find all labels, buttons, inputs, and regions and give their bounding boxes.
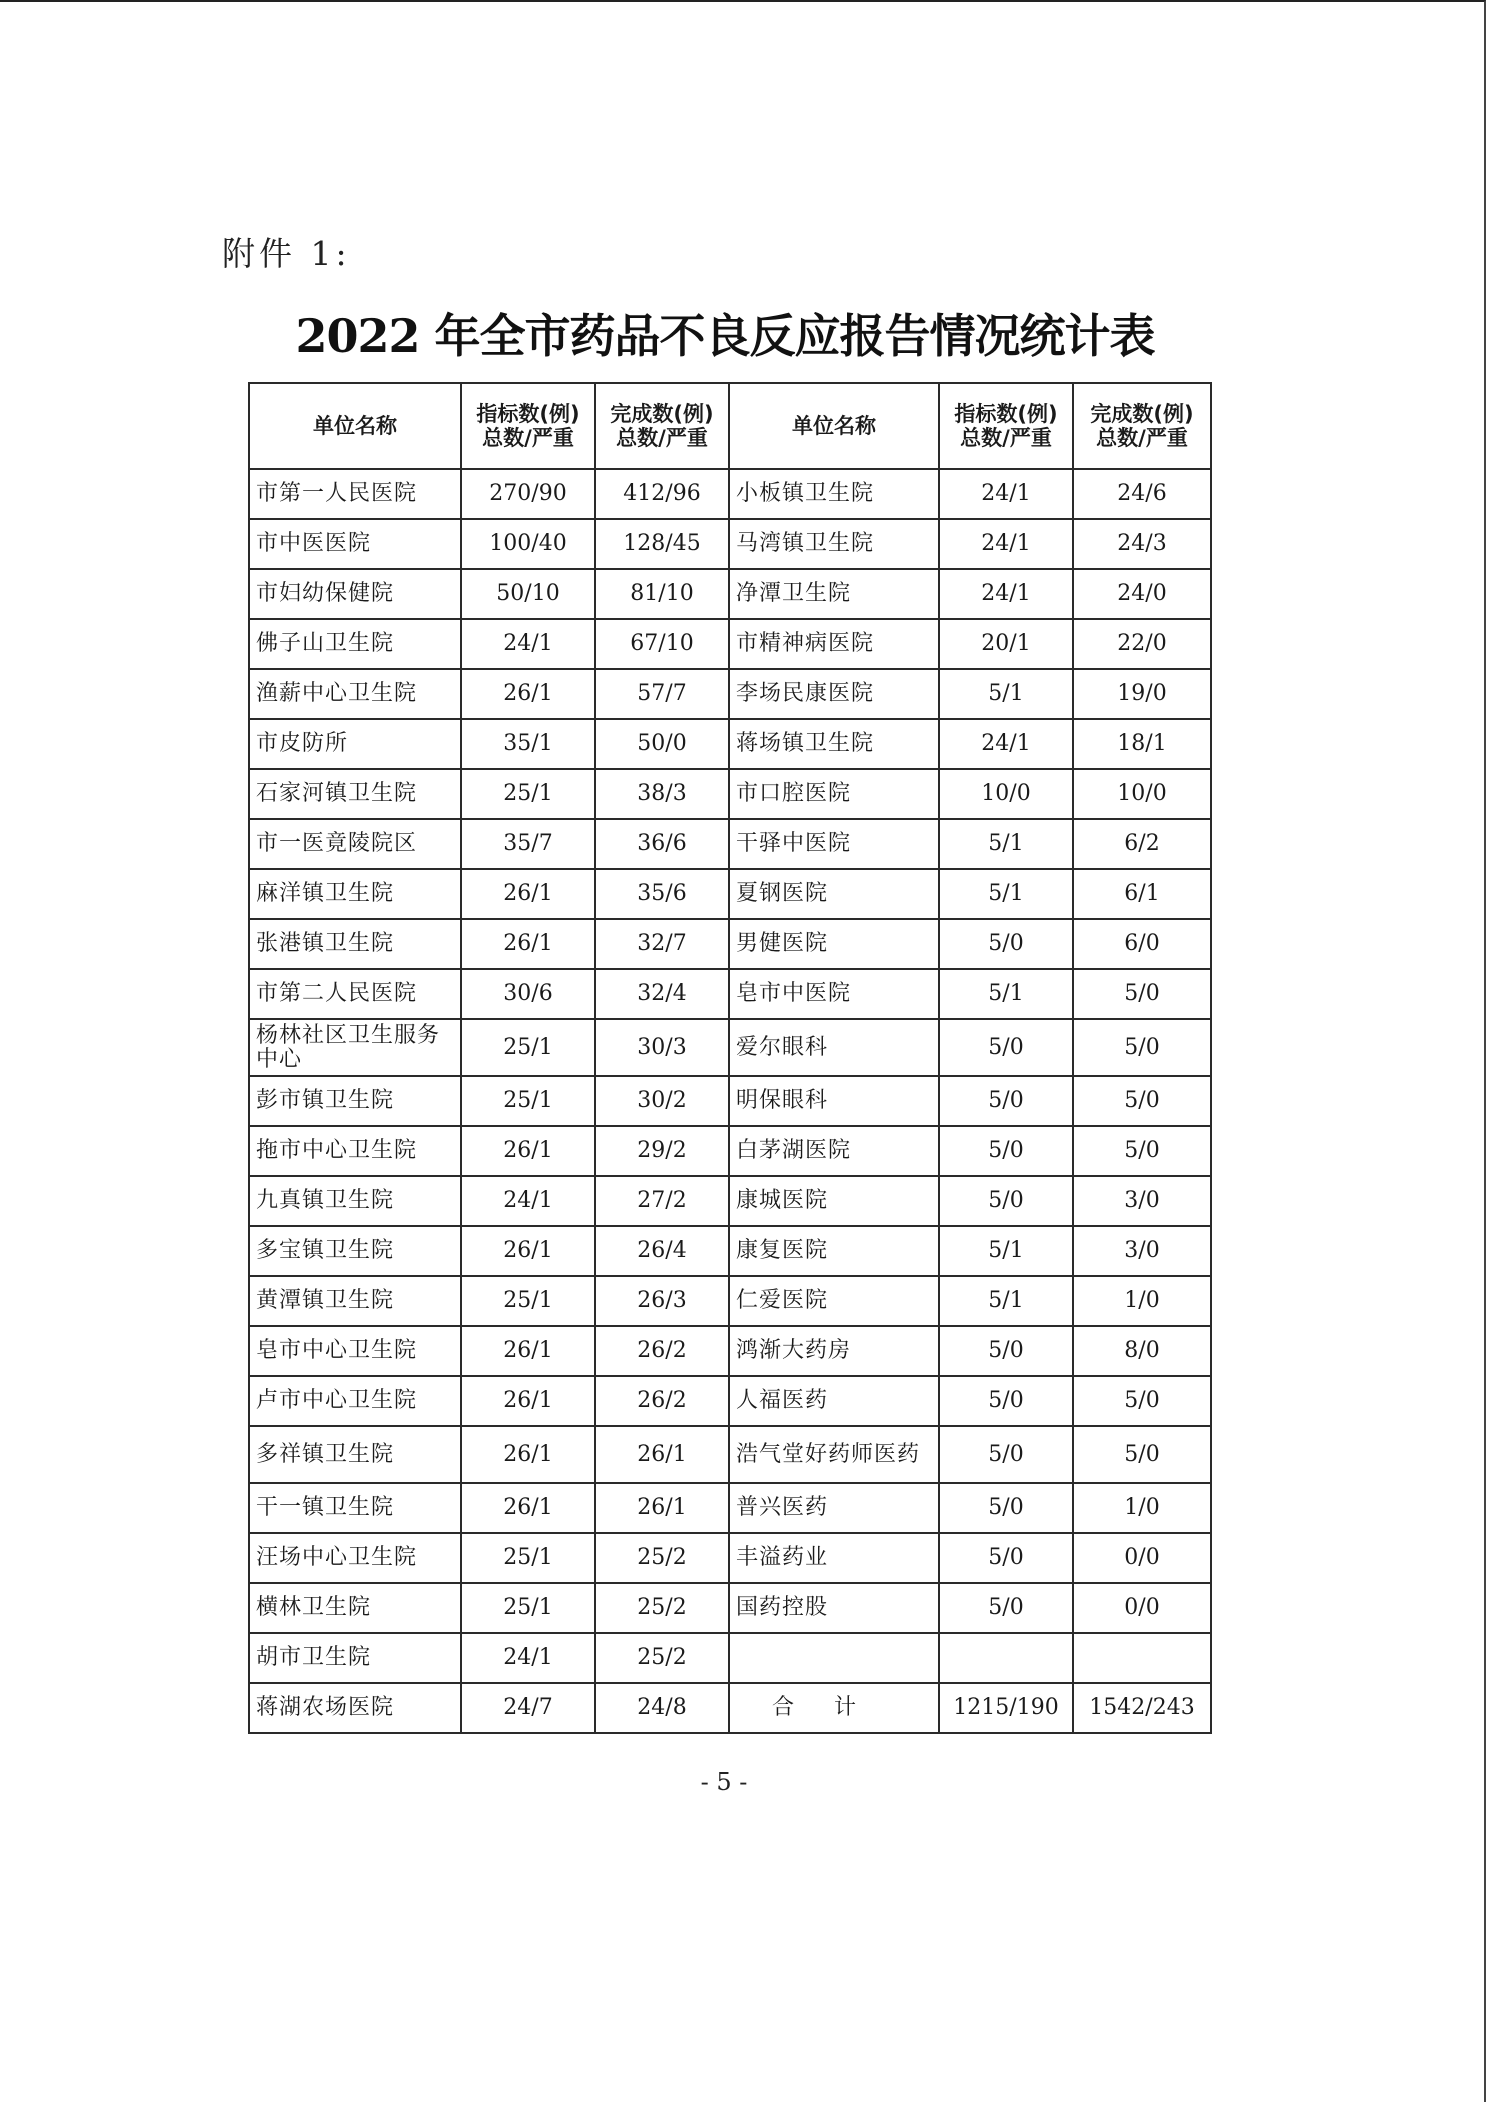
unit-name-cell: 夏钢医院 xyxy=(729,869,939,919)
target-cell: 5/1 xyxy=(939,669,1073,719)
unit-name-cell: 鸿渐大药房 xyxy=(729,1326,939,1376)
target-cell: 5/0 xyxy=(939,1583,1073,1633)
page-number: - 5 - xyxy=(700,1768,748,1796)
target-cell: 35/1 xyxy=(461,719,595,769)
completed-cell: 18/1 xyxy=(1073,719,1211,769)
target-cell: 5/0 xyxy=(939,1019,1073,1076)
header-completed-line1: 完成数(例) xyxy=(1090,402,1194,426)
target-cell: 25/1 xyxy=(461,1076,595,1126)
page-title: 2022 年全市药品不良反应报告情况统计表 xyxy=(295,309,1155,363)
unit-name-cell: 李场民康医院 xyxy=(729,669,939,719)
table-row xyxy=(249,1533,1211,1583)
unit-name-cell: 丰溢药业 xyxy=(729,1533,939,1583)
header-target-line1: 指标数(例) xyxy=(954,402,1058,426)
table-row xyxy=(249,719,1211,769)
total-label-cell: 合计 xyxy=(729,1683,939,1733)
unit-name-cell: 人福医药 xyxy=(729,1376,939,1426)
completed-cell: 25/2 xyxy=(595,1533,729,1583)
table-row xyxy=(249,1226,1211,1276)
table-row xyxy=(249,969,1211,1019)
unit-name-cell: 皂市中心卫生院 xyxy=(249,1326,461,1376)
unit-name-cell: 市精神病医院 xyxy=(729,619,939,669)
completed-cell: 1/0 xyxy=(1073,1276,1211,1326)
unit-name-cell: 市一医竟陵院区 xyxy=(249,819,461,869)
completed-cell: 6/1 xyxy=(1073,869,1211,919)
unit-name-cell: 多宝镇卫生院 xyxy=(249,1226,461,1276)
target-cell: 24/1 xyxy=(939,469,1073,519)
unit-name-cell: 胡市卫生院 xyxy=(249,1633,461,1683)
header-target-left xyxy=(461,383,595,469)
completed-cell: 3/0 xyxy=(1073,1176,1211,1226)
unit-name-cell: 蒋场镇卫生院 xyxy=(729,719,939,769)
target-cell: 5/0 xyxy=(939,1426,1073,1483)
unit-name-cell: 张港镇卫生院 xyxy=(249,919,461,969)
completed-cell: 26/3 xyxy=(595,1276,729,1326)
completed-cell: 36/6 xyxy=(595,819,729,869)
header-unit-name-left: 单位名称 xyxy=(249,383,461,469)
unit-name-cell: 彭市镇卫生院 xyxy=(249,1076,461,1126)
unit-name-cell: 多祥镇卫生院 xyxy=(249,1426,461,1483)
unit-name-cell: 市口腔医院 xyxy=(729,769,939,819)
completed-cell: 6/2 xyxy=(1073,819,1211,869)
target-cell: 25/1 xyxy=(461,1583,595,1633)
table-row xyxy=(249,1483,1211,1533)
completed-cell: 6/0 xyxy=(1073,919,1211,969)
target-cell: 5/1 xyxy=(939,969,1073,1019)
unit-name-cell: 国药控股 xyxy=(729,1583,939,1633)
target-cell: 5/0 xyxy=(939,1326,1073,1376)
table-row xyxy=(249,619,1211,669)
target-cell: 24/1 xyxy=(461,1633,595,1683)
unit-name-cell: 康城医院 xyxy=(729,1176,939,1226)
target-cell: 5/1 xyxy=(939,1226,1073,1276)
unit-name-cell xyxy=(729,1633,939,1683)
completed-cell: 50/0 xyxy=(595,719,729,769)
completed-cell: 81/10 xyxy=(595,569,729,619)
unit-name-cell: 仁爱医院 xyxy=(729,1276,939,1326)
target-cell: 24/1 xyxy=(461,619,595,669)
unit-name-cell: 石家河镇卫生院 xyxy=(249,769,461,819)
unit-name-cell: 渔薪中心卫生院 xyxy=(249,669,461,719)
target-cell: 100/40 xyxy=(461,519,595,569)
completed-cell: 27/2 xyxy=(595,1176,729,1226)
completed-cell: 1/0 xyxy=(1073,1483,1211,1533)
target-cell: 26/1 xyxy=(461,919,595,969)
completed-cell: 38/3 xyxy=(595,769,729,819)
target-cell: 26/1 xyxy=(461,1126,595,1176)
unit-name-cell: 净潭卫生院 xyxy=(729,569,939,619)
unit-name-cell: 黄潭镇卫生院 xyxy=(249,1276,461,1326)
table-row xyxy=(249,1633,1211,1683)
target-cell: 24/1 xyxy=(461,1176,595,1226)
table-row xyxy=(249,769,1211,819)
target-cell: 5/0 xyxy=(939,1533,1073,1583)
target-cell: 5/0 xyxy=(939,1483,1073,1533)
completed-cell: 5/0 xyxy=(1073,1019,1211,1076)
target-cell: 5/0 xyxy=(939,1376,1073,1426)
table-row xyxy=(249,1583,1211,1633)
target-cell: 26/1 xyxy=(461,1326,595,1376)
completed-cell: 3/0 xyxy=(1073,1226,1211,1276)
completed-cell: 26/1 xyxy=(595,1483,729,1533)
target-cell: 20/1 xyxy=(939,619,1073,669)
completed-cell: 26/4 xyxy=(595,1226,729,1276)
target-cell xyxy=(939,1633,1073,1683)
unit-name-cell: 卢市中心卫生院 xyxy=(249,1376,461,1426)
target-cell: 25/1 xyxy=(461,1276,595,1326)
table-row xyxy=(249,1076,1211,1126)
completed-cell: 29/2 xyxy=(595,1126,729,1176)
completed-cell: 32/7 xyxy=(595,919,729,969)
unit-name-cell: 浩气堂好药师医药 xyxy=(729,1426,939,1483)
header-target-line2: 总数/严重 xyxy=(482,426,574,450)
completed-cell: 128/45 xyxy=(595,519,729,569)
completed-cell: 26/1 xyxy=(595,1426,729,1483)
completed-cell: 24/0 xyxy=(1073,569,1211,619)
completed-cell: 5/0 xyxy=(1073,1126,1211,1176)
completed-cell: 0/0 xyxy=(1073,1533,1211,1583)
completed-cell: 25/2 xyxy=(595,1633,729,1683)
unit-name-cell: 普兴医药 xyxy=(729,1483,939,1533)
completed-cell: 22/0 xyxy=(1073,619,1211,669)
target-cell: 26/1 xyxy=(461,1426,595,1483)
target-cell: 5/1 xyxy=(939,1276,1073,1326)
header-completed-right xyxy=(1073,383,1211,469)
completed-cell: 26/2 xyxy=(595,1376,729,1426)
unit-name-cell: 杨林社区卫生服务中心 xyxy=(249,1019,461,1076)
completed-cell: 1542/243 xyxy=(1073,1683,1211,1733)
completed-cell: 0/0 xyxy=(1073,1583,1211,1633)
table-row xyxy=(249,1019,1211,1076)
target-cell: 26/1 xyxy=(461,869,595,919)
completed-cell: 30/3 xyxy=(595,1019,729,1076)
table-row xyxy=(249,519,1211,569)
unit-name-cell: 市妇幼保健院 xyxy=(249,569,461,619)
unit-name-cell: 男健医院 xyxy=(729,919,939,969)
unit-name-cell: 干驿中医院 xyxy=(729,819,939,869)
target-cell: 270/90 xyxy=(461,469,595,519)
unit-name-cell: 佛子山卫生院 xyxy=(249,619,461,669)
unit-name-cell: 干一镇卫生院 xyxy=(249,1483,461,1533)
table-row xyxy=(249,469,1211,519)
header-target-right xyxy=(939,383,1073,469)
target-cell: 26/1 xyxy=(461,1483,595,1533)
completed-cell: 5/0 xyxy=(1073,969,1211,1019)
table-row xyxy=(249,1176,1211,1226)
unit-name-cell: 市皮防所 xyxy=(249,719,461,769)
unit-name-cell: 白茅湖医院 xyxy=(729,1126,939,1176)
target-cell: 26/1 xyxy=(461,1226,595,1276)
completed-cell xyxy=(1073,1633,1211,1683)
unit-name-cell: 九真镇卫生院 xyxy=(249,1176,461,1226)
target-cell: 10/0 xyxy=(939,769,1073,819)
header-completed-line2: 总数/严重 xyxy=(1096,426,1188,450)
table-row xyxy=(249,1426,1211,1483)
completed-cell: 5/0 xyxy=(1073,1076,1211,1126)
unit-name-cell: 马湾镇卫生院 xyxy=(729,519,939,569)
completed-cell: 19/0 xyxy=(1073,669,1211,719)
completed-cell: 412/96 xyxy=(595,469,729,519)
unit-name-cell: 爱尔眼科 xyxy=(729,1019,939,1076)
table-body xyxy=(249,469,1211,1733)
header-row xyxy=(249,383,1211,469)
completed-cell: 24/8 xyxy=(595,1683,729,1733)
table-row xyxy=(249,819,1211,869)
completed-cell: 67/10 xyxy=(595,619,729,669)
table-row xyxy=(249,869,1211,919)
statistics-table xyxy=(248,382,1212,1734)
target-cell: 25/1 xyxy=(461,1019,595,1076)
completed-cell: 30/2 xyxy=(595,1076,729,1126)
table-row xyxy=(249,1376,1211,1426)
table-row xyxy=(249,1126,1211,1176)
table-row xyxy=(249,1683,1211,1733)
unit-name-cell: 蒋湖农场医院 xyxy=(249,1683,461,1733)
completed-cell: 10/0 xyxy=(1073,769,1211,819)
target-cell: 25/1 xyxy=(461,769,595,819)
completed-cell: 32/4 xyxy=(595,969,729,1019)
target-cell: 24/1 xyxy=(939,719,1073,769)
unit-name-cell: 小板镇卫生院 xyxy=(729,469,939,519)
completed-cell: 5/0 xyxy=(1073,1426,1211,1483)
table-row xyxy=(249,1276,1211,1326)
completed-cell: 8/0 xyxy=(1073,1326,1211,1376)
attachment-label: 附件 1: xyxy=(222,234,351,273)
header-target-line2: 总数/严重 xyxy=(960,426,1052,450)
target-cell: 50/10 xyxy=(461,569,595,619)
target-cell: 5/0 xyxy=(939,1076,1073,1126)
completed-cell: 5/0 xyxy=(1073,1376,1211,1426)
completed-cell: 25/2 xyxy=(595,1583,729,1633)
unit-name-cell: 市第二人民医院 xyxy=(249,969,461,1019)
unit-name-cell: 汪场中心卫生院 xyxy=(249,1533,461,1583)
header-completed-left xyxy=(595,383,729,469)
completed-cell: 26/2 xyxy=(595,1326,729,1376)
target-cell: 5/1 xyxy=(939,869,1073,919)
target-cell: 1215/190 xyxy=(939,1683,1073,1733)
header-unit-name-right: 单位名称 xyxy=(729,383,939,469)
completed-cell: 57/7 xyxy=(595,669,729,719)
unit-name-cell: 市第一人民医院 xyxy=(249,469,461,519)
unit-name-cell: 麻洋镇卫生院 xyxy=(249,869,461,919)
target-cell: 5/0 xyxy=(939,1126,1073,1176)
unit-name-cell: 市中医医院 xyxy=(249,519,461,569)
completed-cell: 24/6 xyxy=(1073,469,1211,519)
unit-name-cell: 皂市中医院 xyxy=(729,969,939,1019)
unit-name-cell: 横林卫生院 xyxy=(249,1583,461,1633)
target-cell: 24/7 xyxy=(461,1683,595,1733)
header-completed-line1: 完成数(例) xyxy=(610,402,714,426)
target-cell: 26/1 xyxy=(461,669,595,719)
unit-name-cell: 康复医院 xyxy=(729,1226,939,1276)
table-row xyxy=(249,919,1211,969)
target-cell: 30/6 xyxy=(461,969,595,1019)
target-cell: 25/1 xyxy=(461,1533,595,1583)
target-cell: 5/0 xyxy=(939,919,1073,969)
target-cell: 24/1 xyxy=(939,569,1073,619)
completed-cell: 24/3 xyxy=(1073,519,1211,569)
unit-name-cell: 拖市中心卫生院 xyxy=(249,1126,461,1176)
target-cell: 5/1 xyxy=(939,819,1073,869)
target-cell: 35/7 xyxy=(461,819,595,869)
table-row xyxy=(249,569,1211,619)
target-cell: 24/1 xyxy=(939,519,1073,569)
header-target-line1: 指标数(例) xyxy=(476,402,580,426)
target-cell: 5/0 xyxy=(939,1176,1073,1226)
target-cell: 26/1 xyxy=(461,1376,595,1426)
table-row xyxy=(249,1326,1211,1376)
table-row xyxy=(249,669,1211,719)
header-completed-line2: 总数/严重 xyxy=(616,426,708,450)
unit-name-cell: 明保眼科 xyxy=(729,1076,939,1126)
completed-cell: 35/6 xyxy=(595,869,729,919)
